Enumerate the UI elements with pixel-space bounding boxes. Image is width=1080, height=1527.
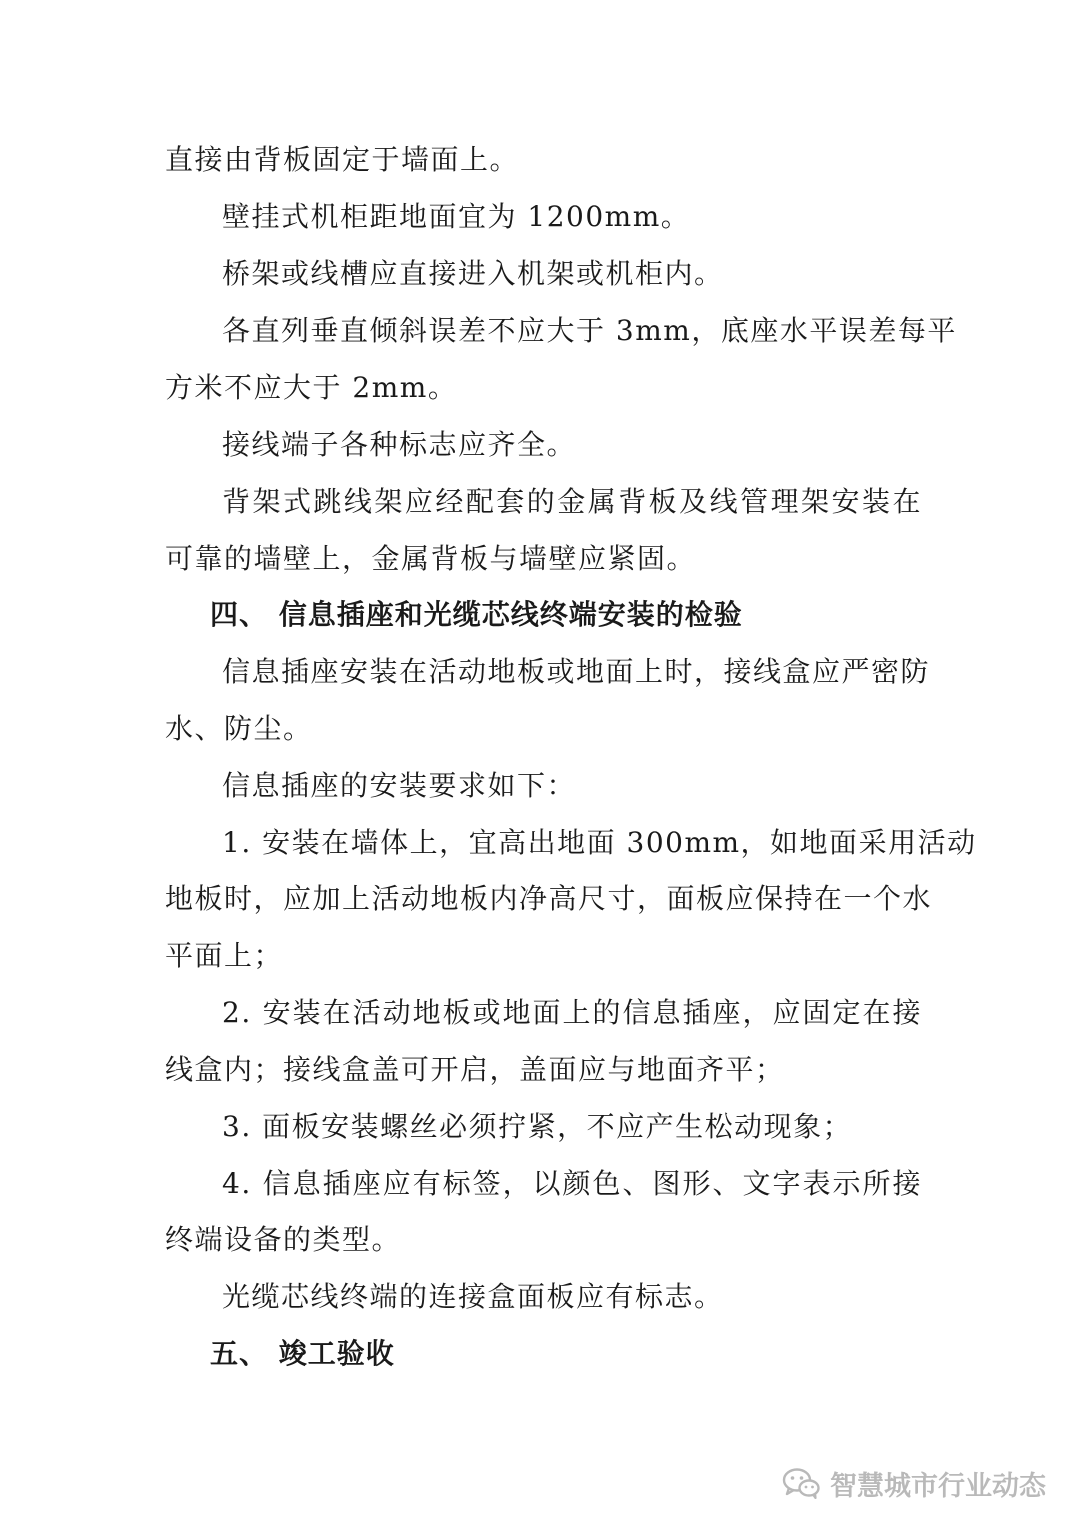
paragraph-line: 可靠的墙壁上，金属背板与墙壁应紧固。 <box>165 542 697 575</box>
list-item-line: 平面上； <box>165 939 284 972</box>
paragraph-line: 直接由背板固定于墙面上。 <box>165 143 520 176</box>
paragraph-line: 信息插座的安装要求如下： <box>222 769 577 802</box>
list-item-line: 2. 安装在活动地板或地面上的信息插座，应固定在接 <box>222 996 922 1029</box>
paragraph-line: 桥架或线槽应直接进入机架或机柜内。 <box>222 257 724 290</box>
list-item-line: 终端设备的类型。 <box>165 1223 402 1256</box>
paragraph-line: 背架式跳线架应经配套的金属背板及线管理架安装在 <box>222 485 922 518</box>
paragraph-line: 光缆芯线终端的连接盒面板应有标志。 <box>222 1280 724 1313</box>
paragraph-line: 方米不应大于 2mm。 <box>165 371 458 404</box>
list-item-line: 3. 面板安装螺丝必须拧紧，不应产生松动现象； <box>222 1110 853 1143</box>
section-heading: 五、 竣工验收 <box>210 1337 395 1370</box>
paragraph-line: 水、防尘。 <box>165 712 313 745</box>
list-item-line: 地板时，应加上活动地板内净高尺寸，面板应保持在一个水 <box>165 882 933 915</box>
paragraph-line: 信息插座安装在活动地板或地面上时，接线盒应严密防 <box>222 655 931 688</box>
list-item-line: 1. 安装在墙体上，宜高出地面 300mm，如地面采用活动 <box>222 826 977 859</box>
list-item-line: 4. 信息插座应有标签，以颜色、图形、文字表示所接 <box>222 1167 922 1200</box>
watermark-text: 智慧城市行业动态 <box>830 1470 1046 1502</box>
list-item-line: 线盒内；接线盒盖可开启，盖面应与地面齐平； <box>165 1053 785 1086</box>
paragraph-line: 壁挂式机柜距地面宜为 1200mm。 <box>222 200 691 233</box>
wechat-watermark <box>782 1463 1046 1503</box>
paragraph-line: 接线端子各种标志应齐全。 <box>222 428 577 461</box>
wechat-icon <box>782 1467 820 1499</box>
paragraph-line: 各直列垂直倾斜误差不应大于 3mm，底座水平误差每平 <box>222 314 957 347</box>
section-heading: 四、 信息插座和光缆芯线终端安装的检验 <box>210 598 743 631</box>
